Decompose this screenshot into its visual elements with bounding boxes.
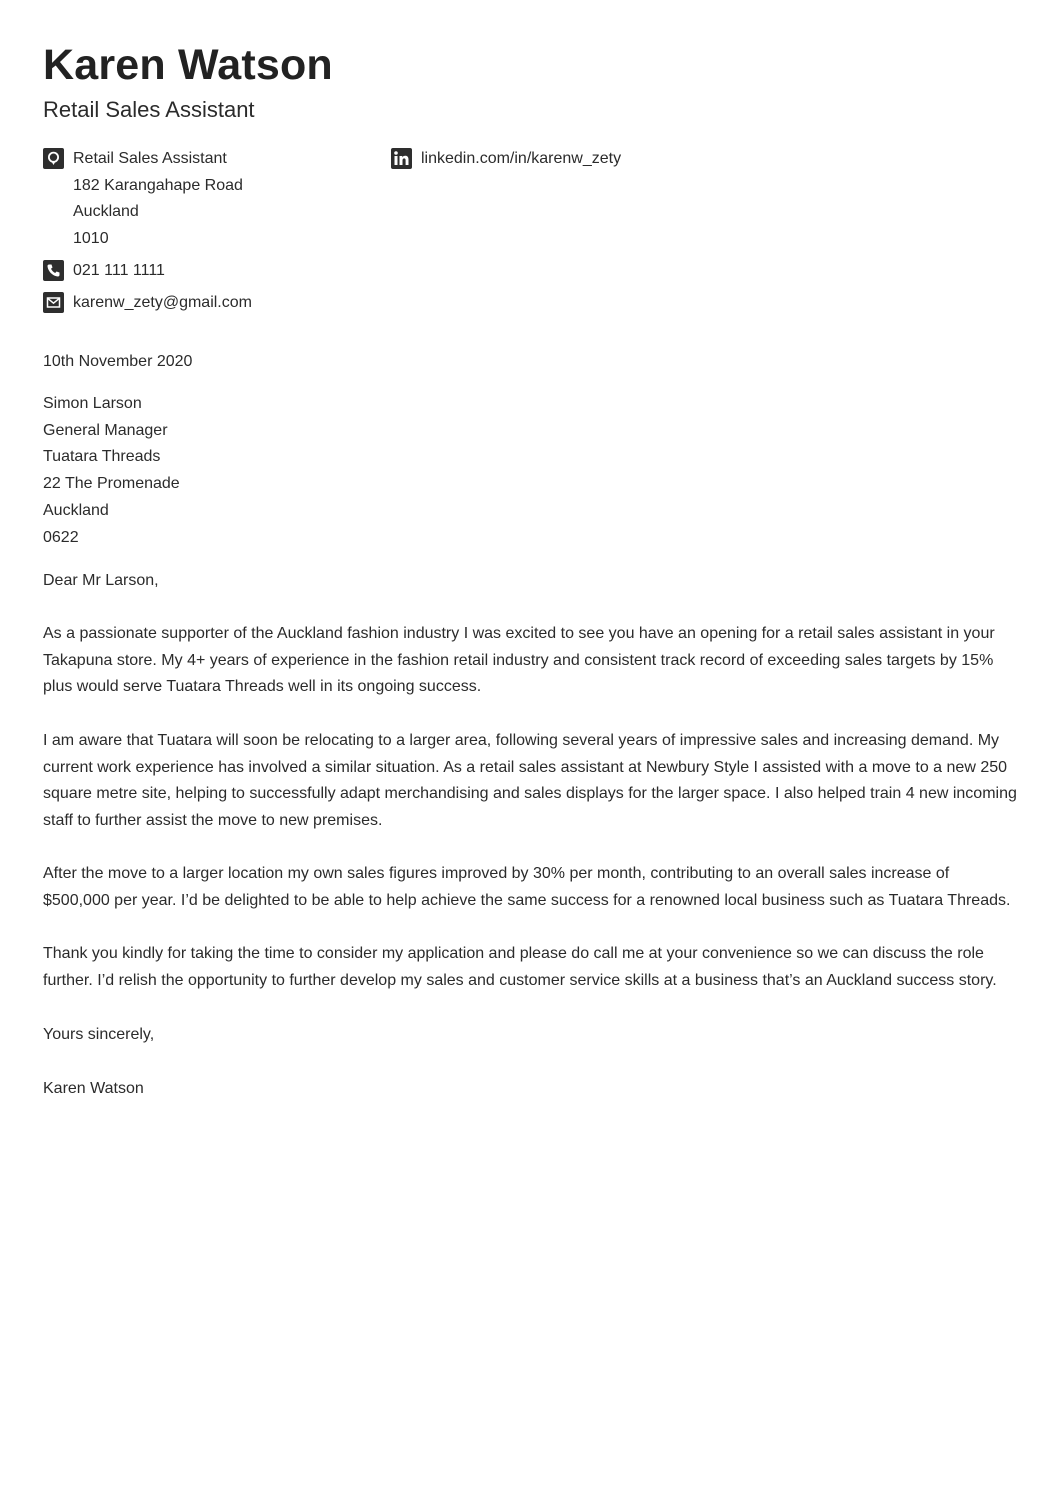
phone-number[interactable]: 021 111 1111 xyxy=(73,262,165,279)
address-lines xyxy=(73,146,243,253)
location-pin-icon xyxy=(43,148,64,169)
recipient-block xyxy=(43,391,180,551)
signature-name: Karen Watson xyxy=(43,1080,144,1097)
body-paragraph: After the move to a larger location my own sales figures improved by 30% per month, contributing to an overall sales increase of $500,000 per year. I’d be delighted to be able to help achieve the same success for a renowned local business such as Tuatara Threads. xyxy=(43,865,1011,909)
linkedin-icon xyxy=(391,148,412,169)
recipient-line: 0622 xyxy=(43,528,79,546)
recipient-line: Tuatara Threads xyxy=(43,448,161,466)
address-line: Retail Sales Assistant xyxy=(73,150,227,167)
applicant-name: Karen Watson xyxy=(43,41,333,89)
body-paragraph: I am aware that Tuatara will soon be relocating to a larger area, following several years of impressive sales and increasing demand. My current work experience has involved a similar situation. As a retail sales assistant at Newbury Style I assisted with a move to a new 250 square metre site, helping to successfully adapt merchandising and sales displays for the larger space. I also helped train 4 new incoming staff to further assist the move to new premises. xyxy=(43,732,1017,830)
contact-email xyxy=(43,290,252,317)
body-paragraph: Thank you kindly for taking the time to consider my application and please do call me at your convenience so we can discuss the role further. I’d relish the opportunity to further develop my sales and customer service skills at a business that’s an Auckland success story. xyxy=(43,945,997,989)
contact-phone xyxy=(43,258,165,285)
address-line: Auckland xyxy=(73,203,139,221)
salutation: Dear Mr Larson, xyxy=(43,572,159,589)
body-paragraph: As a passionate supporter of the Auckland fashion industry I was excited to see you have an opening for a retail sales assistant in your Takapuna store. My 4+ years of experience in the fashion retail industry and consistent track record of exceeding sales targets by 15% plus would serve Tuatara Threads well in its ongoing success. xyxy=(43,625,995,696)
letter-date: 10th November 2020 xyxy=(43,353,193,370)
address-line: 1010 xyxy=(73,230,109,248)
envelope-icon xyxy=(43,292,64,313)
recipient-line: General Manager xyxy=(43,421,168,439)
phone-icon xyxy=(43,260,64,281)
closing: Yours sincerely, xyxy=(43,1026,155,1043)
recipient-line: 22 The Promenade xyxy=(43,475,180,493)
address-line: 182 Karangahape Road xyxy=(73,176,243,194)
email-address[interactable]: karenw_zety@gmail.com xyxy=(73,294,252,311)
contact-linkedin xyxy=(391,146,621,173)
applicant-title: Retail Sales Assistant xyxy=(43,97,255,122)
contact-address xyxy=(43,146,243,253)
recipient-line: Simon Larson xyxy=(43,395,142,412)
linkedin-link[interactable]: linkedin.com/in/karenw_zety xyxy=(421,150,622,167)
recipient-line: Auckland xyxy=(43,501,109,519)
